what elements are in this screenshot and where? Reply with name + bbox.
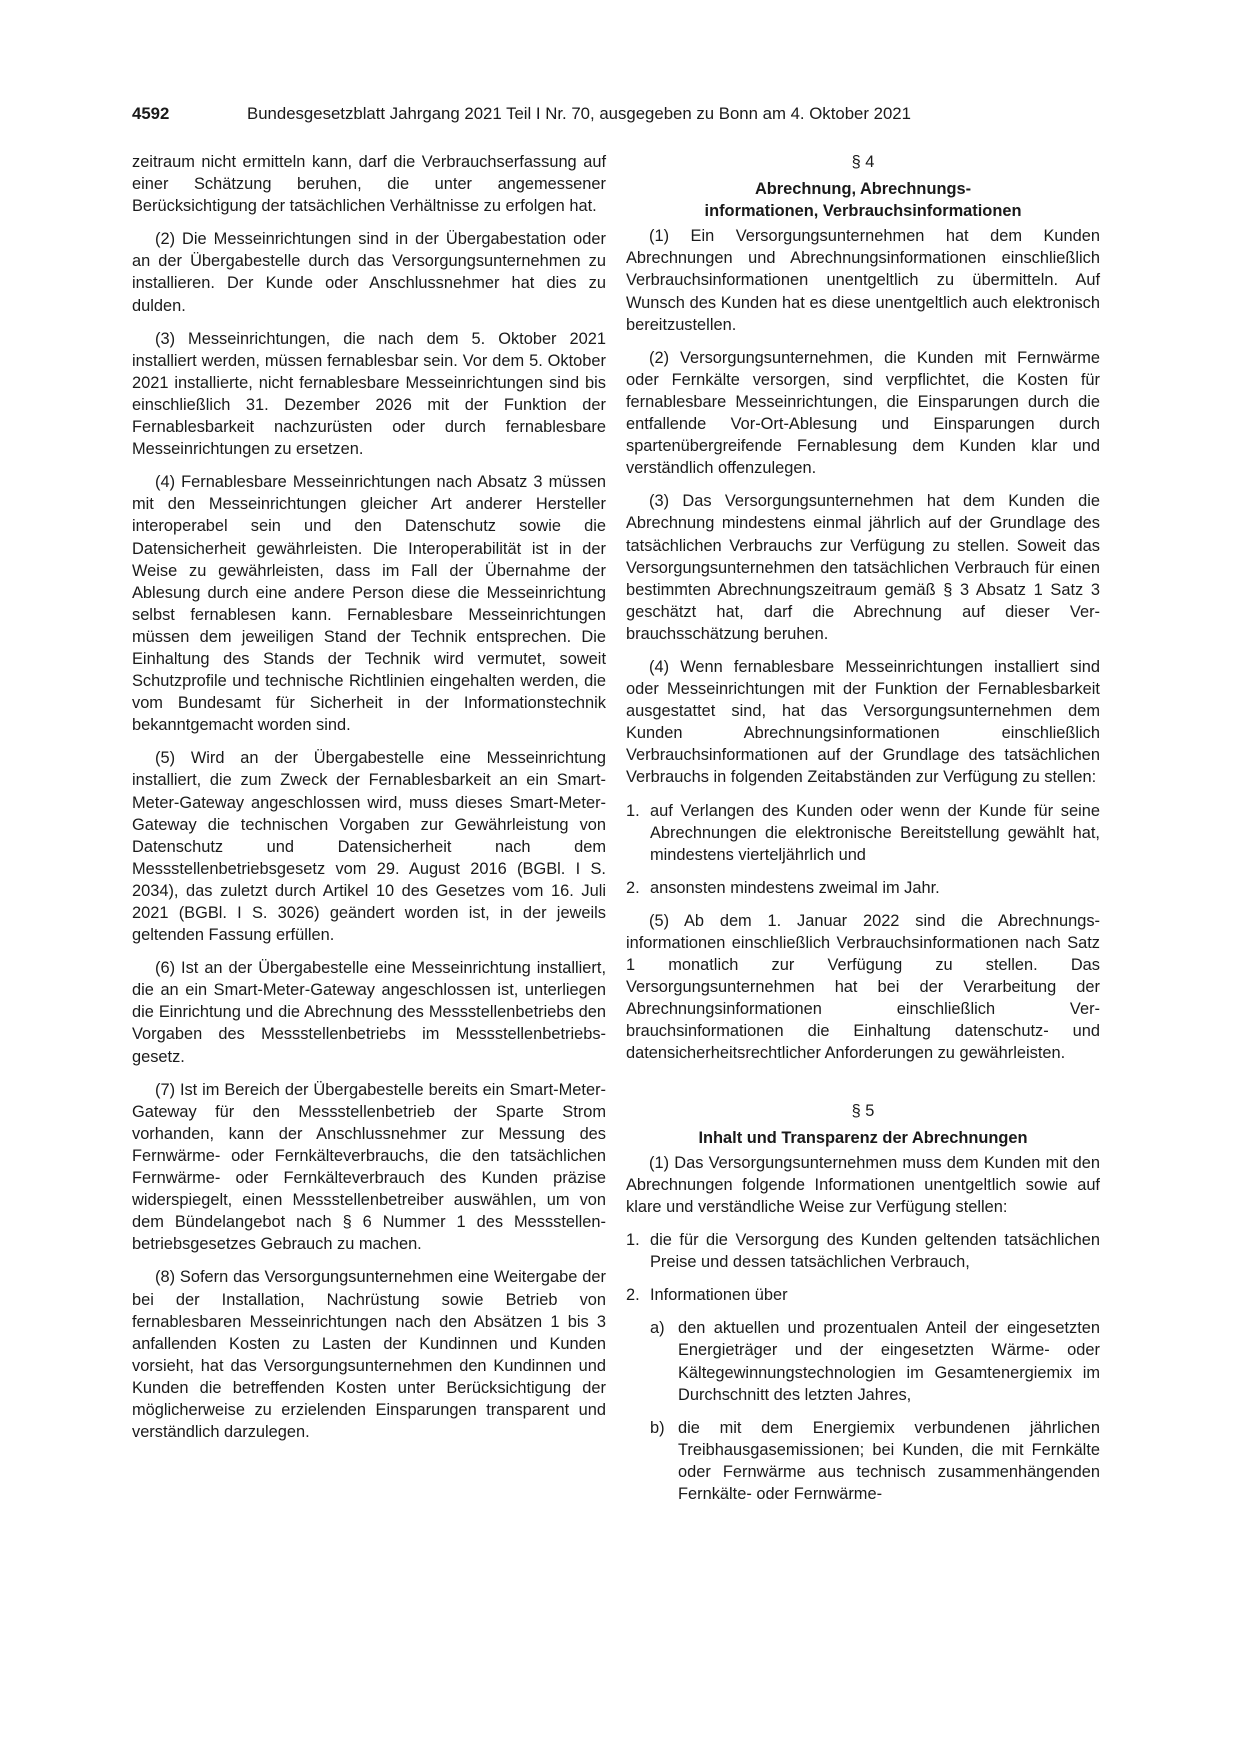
list-item	[626, 1229, 1100, 1273]
paragraph-4-1: (1) Ein Versorgungsunternehmen hat dem Kunden Abrechnungen und Abrechnungsinformationen einschließlich Verbrauchsinformationen unentgeltlich zu übermitteln. Auf Wunsch des Kunden hat es diese unentgeltlich auch elektronisch bereitzustellen.	[626, 227, 1100, 334]
list-marker: 2.	[626, 1286, 640, 1305]
list-item-text: Informationen über	[650, 1286, 788, 1305]
paragraph-continuation: zeitraum nicht ermitteln kann, darf die Verbrauchserfassung auf einer Schätzung beruhen, die unter angemessener Berücksichtigung der tatsächlichen Verhältnisse zu erfolgen hat.	[132, 153, 606, 216]
list-marker: 2.	[626, 878, 640, 897]
paragraph-3-2: (2) Die Messeinrichtungen sind in der Übergabestation oder an der Übergabestelle durch das Versorgungsunternehmen zu installieren. Der Kunde oder Anschlussnehmer hat dies zu dulden.	[132, 230, 606, 315]
list-item	[626, 1284, 1100, 1306]
sub-list-item-text: die mit dem Energiemix verbundenen jährlichen Treibhausgasemissionen; bei Kunden, die mit Fernkälte oder Fernwärme aus technisch zusammenhängenden Fernkälte- oder Fernwärme-	[678, 1418, 1100, 1503]
paragraph-3-8: (8) Sofern das Versorgungsunternehmen eine Weitergabe der bei der Installation, Nachrüstung sowie Betrieb von fernablesbaren Messeinrichtungen nach den Absätzen 1 bis 3 anfallenden Kosten zu Lasten der Kundinnen und Kunden vorsieht, hat das Versorgungsunternehmen den Kundinnen und Kunden die betreffenden Kosten unter Berücksichtigung der möglicherweise zu erzielenden Einsparungen transparent und verständlich darzulegen.	[132, 1268, 606, 1442]
sub-list-item-text: den aktuellen und prozentualen Anteil der eingesetzten Energieträger und der eingesetzten Wärme- oder Kältegewinnungstechnologien im Gesamtenergiemix im Durchschnitt des letzten Jahres,	[678, 1319, 1100, 1404]
list-item-text: auf Verlangen des Kunden oder wenn der Kunde für seine Abrechnungen die elektronische Bereitstellung gewählt hat, mindestens vierteljährlich und	[650, 801, 1100, 864]
list-marker: 1.	[626, 1231, 640, 1250]
gazette-title: Bundesgesetzblatt Jahrgang 2021 Teil I Nr. 70, ausgegeben zu Bonn am 4. Oktober 2021	[247, 104, 911, 123]
paragraph-4-4: (4) Wenn fernablesbare Messeinrichtungen installiert sind oder Messeinrichtungen mit der Funktion der Fernablesbarkeit ausgestattet sind, hat das Versorgungsunternehmen dem Kunden Abrechnungsinformationen einschließlich Verbrauchsinformationen auf der Grundlage des tatsächlichen Verbrauchs in folgenden Zeitabständen zur Verfügung zu stellen:	[626, 657, 1100, 787]
section-4-title	[626, 178, 1100, 222]
section-4-number: § 4	[851, 153, 875, 171]
section-spacer	[626, 1076, 1100, 1100]
left-column	[132, 151, 606, 1443]
list-item	[626, 800, 1100, 866]
paragraph-3-5: (5) Wird an der Übergabestelle eine Messeinrichtung installiert, die zum Zweck der Fernablesbarkeit an ein Smart-Meter-Gateway angeschlossen wird, muss dieses Smart-Meter-Gateway die technischen Vorgaben zur Gewährleistung von Datenschutz und Datensicherheit nach dem Messstellenbetriebsgesetz vom 29. August 2016 (BGBl. I S. 2034), das zuletzt durch Artikel 10 des Gesetzes vom 16. Juli 2021 (BGBl. I S. 3026) geändert worden ist, in der jeweils geltenden Fassung erfüllen.	[132, 749, 606, 945]
paragraph-4-5: (5) Ab dem 1. Januar 2022 sind die Abrechnungsinformationen einschließlich Verbrauchsinformationen nach Satz 1 monatlich zur Verfügung zu stellen. Das Versorgungsunternehmen hat bei der Verarbeitung der Abrechnungsinformationen einschließlich Verbrauchsinformationen die Einhaltung datenschutz- und datensicherheitsrechtlicher Anforderungen zu gewährleisten.	[626, 911, 1100, 1063]
paragraph-4-3: (3) Das Versorgungsunternehmen hat dem Kunden die Abrechnung mindestens einmal jährlich auf der Grundlage des tatsächlichen Verbrauchs zur Verfügung zu stellen. Soweit das Versorgungsunternehmen den tatsächlichen Verbrauch für einen bestimmten Abrechnungszeitraum gemäß § 3 Absatz 1 Satz 3 geschätzt hat, darf die Abrechnung auf dieser Verbrauchsschätzung beruhen.	[626, 492, 1100, 643]
section-5-number: § 5	[851, 1101, 875, 1120]
paragraph-4-2: (2) Versorgungsunternehmen, die Kunden mit Fernwärme oder Fernkälte versorgen, sind verpflichtet, die Kosten für fernablesbare Messeinrichtungen, die Einsparungen durch die entfallende Vor-Ort-Ablesung und Einsparungen durch spartenübergreifende Fernablesung dem Kunden klar und verständlich offenzulegen.	[626, 348, 1100, 478]
sub-list-item	[626, 1317, 1100, 1405]
section-4-title-line1: Abrechnung, Abrechnungs-	[754, 180, 972, 199]
list-item-text: die für die Versorgung des Kunden geltenden tatsächlichen Preise und dessen tatsächlichen Verbrauch,	[650, 1231, 1100, 1272]
paragraph-3-4: (4) Fernablesbare Messeinrichtungen nach Absatz 3 müssen mit den Messeinrichtungen gleicher Art anderer Hersteller interoperabel sein und den Datenschutz sowie die Datensicherheit gewährleisten. Die Interoperabilität ist in der Weise zu gewährleisten, dass im Fall der Übernahme der Ablesung durch eine andere Person diese die Messeinrichtung selbst fernablesen kann. Fernablesbare Messeinrichtungen müssen dem jeweiligen Stand der Technik entsprechen. Die Einhaltung des Stands der Technik wird vermutet, soweit Schutzprofile und technische Richtlinien eingehalten werden, die vom Bundesamt für Sicherheit in der Informationstechnik bekanntgemacht worden sind.	[132, 473, 606, 735]
sub-list-marker: a)	[650, 1319, 665, 1338]
sub-list-marker: b)	[650, 1418, 665, 1437]
paragraph-3-3: (3) Messeinrichtungen, die nach dem 5. Oktober 2021 installiert werden, müssen fernablesbar sein. Vor dem 5. Oktober 2021 installierte, nicht fernablesbare Messeinrichtungen sind bis einschließlich 31. Dezember 2026 mit der Funktion der Fernablesbarkeit nachzurüsten oder durch fernablesbare Messeinrichtungen zu ersetzen.	[132, 329, 606, 459]
list-marker: 1.	[626, 801, 640, 820]
paragraph-3-6: (6) Ist an der Übergabestelle eine Messeinrichtung installiert, die an ein Smart-Meter-Gateway angeschlossen ist, unterliegen die Einrichtung und die Abrechnung des Messstellenbetriebs den Vorgaben des Messstellenbetriebs im Messstellenbetriebsgesetz.	[132, 959, 606, 1066]
paragraph-3-7: (7) Ist im Bereich der Übergabestelle bereits ein Smart-Meter-Gateway für den Messstellenbetrieb der Sparte Strom vorhanden, kann der Anschlussnehmer zur Messung des Fernwärme- oder Fernkälteverbrauchs, die den tatsächlichen Fernwärme- oder Fernkälteverbrauch des Kunden präzise widerspiegelt, einen Messstellenbetreiber auswählen, um von dem Bündelangebot nach § 6 Nummer 1 des Messstellenbetriebsgesetzes Gebrauch zu machen.	[132, 1080, 606, 1254]
section-4-title-line2: informationen, Verbrauchsinformationen	[704, 202, 1022, 221]
list-item	[626, 877, 1100, 899]
page-header	[132, 103, 1100, 125]
right-column	[626, 151, 1100, 1505]
list-item-text: ansonsten mindestens zweimal im Jahr.	[650, 878, 940, 897]
section-5-title: Inhalt und Transparenz der Abrechnungen	[698, 1128, 1028, 1147]
paragraph-5-1: (1) Das Versorgungsunternehmen muss dem Kunden mit den Abrechnungen folgende Informationen unentgeltlich sowie auf klare und verständliche Weise zur Verfügung stellen:	[626, 1153, 1100, 1216]
sub-list-item	[626, 1417, 1100, 1505]
page-number: 4592	[132, 104, 170, 123]
